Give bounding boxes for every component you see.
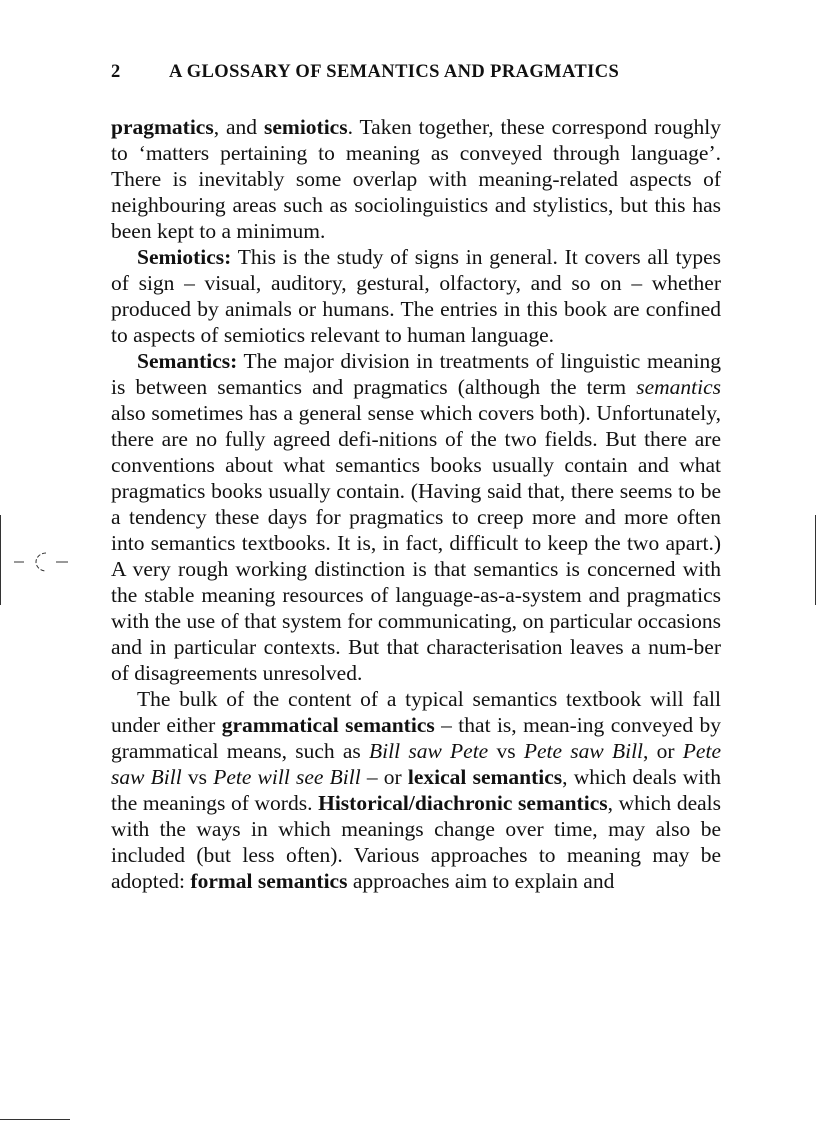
example-italic: Pete saw Bill (111, 739, 721, 789)
running-title: A GLOSSARY OF SEMANTICS AND PRAGMATICS (169, 62, 620, 82)
text-run: also sometimes has a general sense which covers both). Unfortunately, there are no fully agreed defi-nitions of the two fields. But there are conventions about what semantics books usually contain and what pragmatics books usually contain. (Having said that, there seems to be a tendency these days for pragmatics to creep more and more often into semantics textbooks. It is, in fact, difficult to keep the two apart.) A very rough working distinction is that semantics is concerned with the stable meaning resources of language-as-a-system and pragmatics with the use of that system for communicating, on particular occasions and in particular contexts. But that characterisation leaves a num-ber of disagreements unresolved. (111, 401, 721, 685)
term-bold: lexical semantics (407, 765, 563, 789)
paragraph-semiotics (111, 244, 721, 348)
text-run: , and (213, 115, 264, 139)
text-run: approaches aim to explain and (347, 869, 615, 893)
text-run: The bulk of the content of a typical semantics textbook will fall under either (111, 687, 721, 737)
term-bold: pragmatics (111, 115, 214, 139)
term-bold: Semiotics: (137, 245, 232, 269)
text-run: , which deals with the meanings of words. (111, 765, 722, 815)
text-run: This is the study of signs in general. It covers all types of sign – visual, auditory, gestural, olfactory, and so on – whether produced by animals or humans. The entries in this book are confined to aspects of semiotics relevant to human language. (111, 245, 721, 347)
term-italic: semantics (636, 375, 721, 399)
crop-mark-left (0, 515, 1, 605)
term-bold: Historical/diachronic semantics (318, 791, 608, 815)
text-run: The major division in treatments of linguistic meaning is between semantics and pragmatics (although the term (111, 349, 721, 399)
term-bold: semiotics (264, 115, 348, 139)
text-run: , or (643, 739, 683, 763)
text-run: , which deals with the ways in which meanings change over time, may also be included (but less often). Various approaches to meaning may be adopted: (111, 791, 721, 893)
text-run: – that is, mean-ing conveyed by grammatical means, such as (111, 713, 721, 763)
paragraph-intro (111, 114, 721, 244)
example-italic: Pete saw Bill (523, 739, 644, 763)
text-run: . Taken together, these correspond roughly to ‘matters pertaining to meaning as conveyed through language’. There is inevitably some overlap with meaning-related aspects of neighbouring areas such as sociolinguistics and stylistics, but this has been kept to a minimum. (111, 115, 721, 243)
text-run: vs (181, 765, 214, 789)
registration-mark-icon (14, 548, 70, 576)
term-bold: grammatical semantics (221, 713, 435, 737)
example-italic: Pete will see Bill (213, 765, 361, 789)
text-run: vs (488, 739, 524, 763)
page-number: 2 (111, 62, 121, 82)
crop-mark-bottom (0, 1119, 70, 1120)
paragraph-semantics (111, 348, 721, 686)
body-text (111, 114, 721, 894)
example-italic: Bill saw Pete (369, 739, 489, 763)
text-run: – or (360, 765, 408, 789)
paragraph-bulk (111, 686, 721, 894)
running-header (111, 62, 721, 83)
term-bold: formal semantics (190, 869, 348, 893)
term-bold: Semantics: (137, 349, 238, 373)
